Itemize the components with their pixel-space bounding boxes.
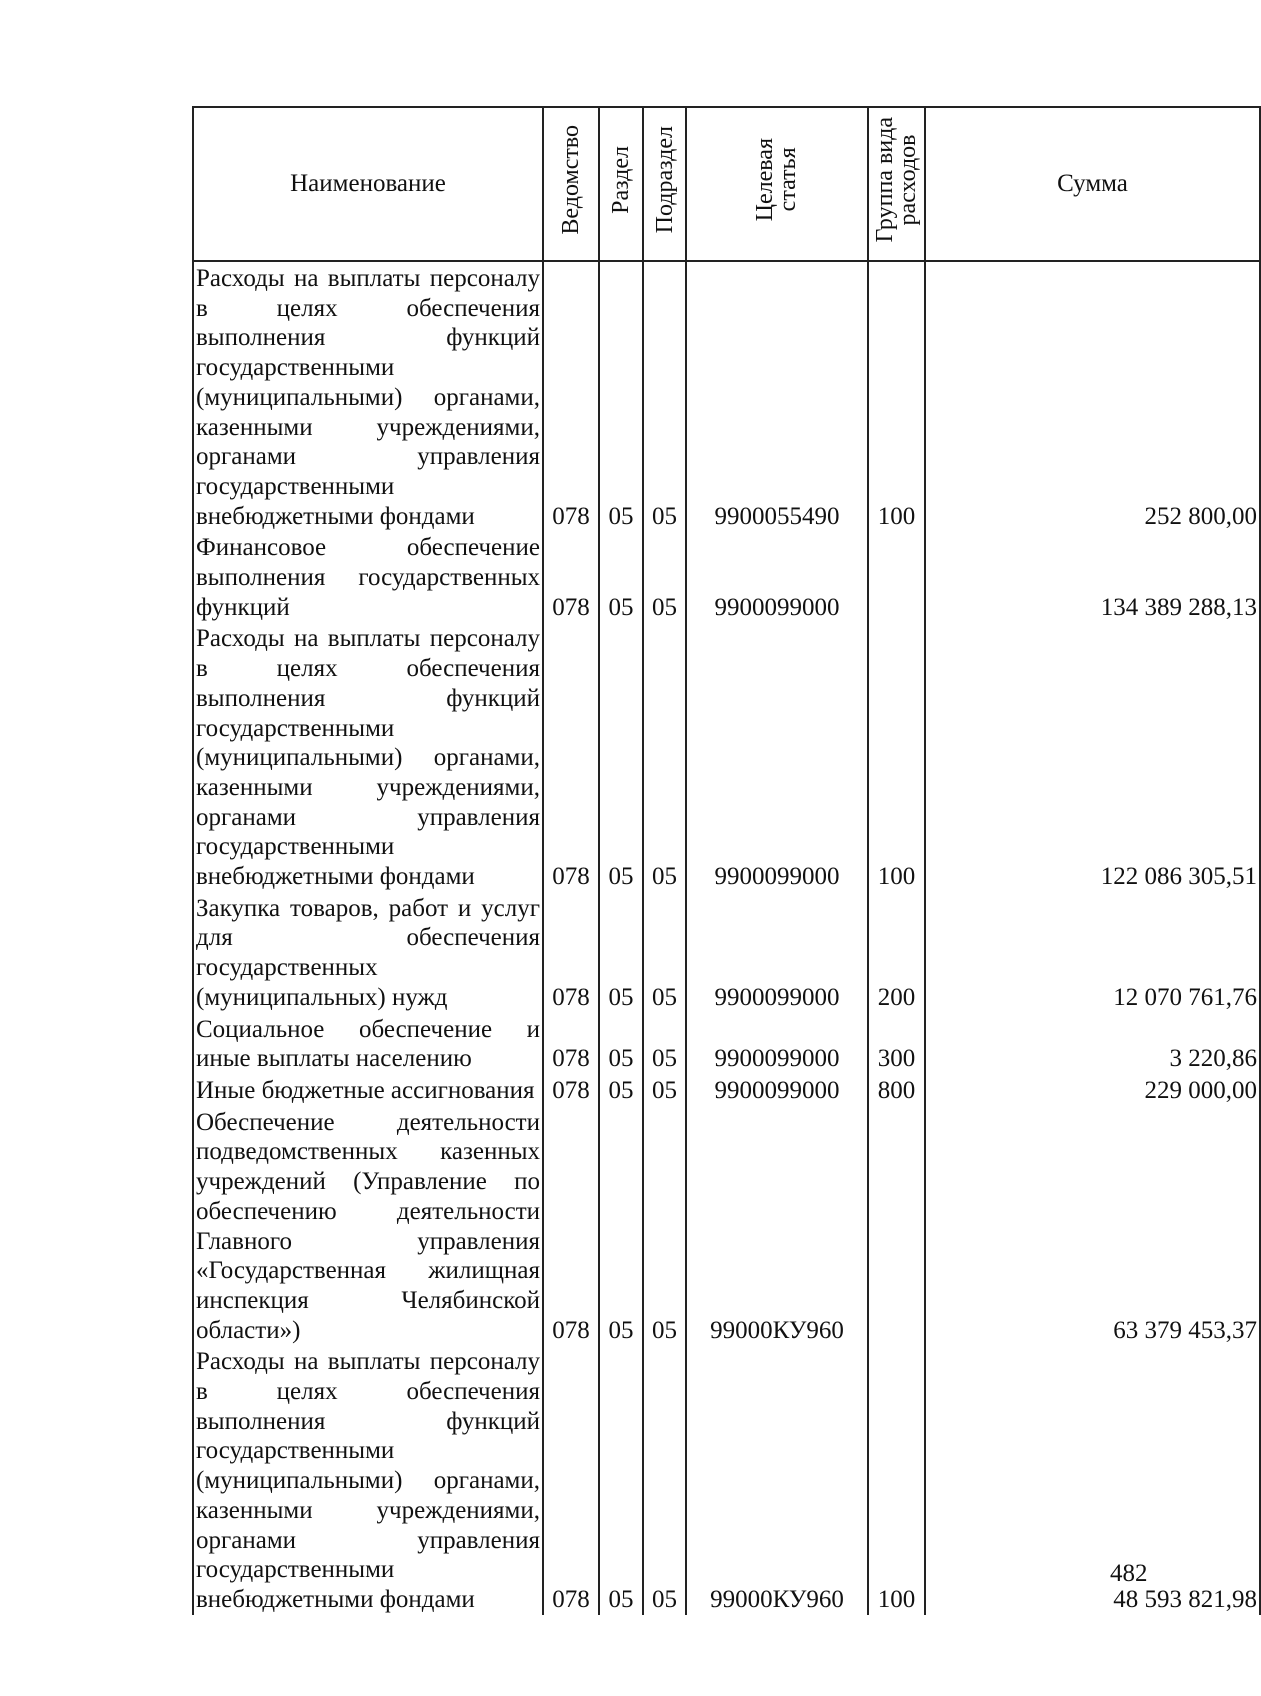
row-name: Расходы на выплаты персоналу в целях обеспечения выполнения функций государственными (муниципальными) органами, казенными учреждениями, органами управления государственными внебюджетными фондами bbox=[193, 261, 543, 531]
row-target: 9900099000 bbox=[686, 1013, 868, 1074]
row-group: 300 bbox=[868, 1013, 925, 1074]
row-subsection: 05 bbox=[643, 1345, 686, 1614]
row-department: 078 bbox=[543, 1345, 599, 1614]
row-department: 078 bbox=[543, 892, 599, 1013]
row-amount: 229 000,00 bbox=[925, 1074, 1260, 1106]
row-subsection: 05 bbox=[643, 1013, 686, 1074]
row-group: 800 bbox=[868, 1074, 925, 1106]
row-subsection: 05 bbox=[643, 892, 686, 1013]
table-body bbox=[193, 261, 1260, 1615]
row-department: 078 bbox=[543, 531, 599, 622]
row-group: 100 bbox=[868, 261, 925, 531]
row-subsection: 05 bbox=[643, 1074, 686, 1106]
row-name: Финансовое обеспечение выполнения государственных функций bbox=[193, 531, 543, 622]
table-row bbox=[193, 531, 1260, 622]
row-name: Расходы на выплаты персоналу в целях обеспечения выполнения функций государственными (муниципальными) органами, казенными учреждениями, органами управления государственными внебюджетными фондами bbox=[193, 622, 543, 891]
row-subsection: 05 bbox=[643, 531, 686, 622]
table-row bbox=[193, 1013, 1260, 1074]
table-row bbox=[193, 1345, 1260, 1614]
row-department: 078 bbox=[543, 1106, 599, 1346]
header-amount: Сумма bbox=[925, 107, 1260, 261]
row-section: 05 bbox=[599, 622, 643, 891]
row-target: 99000КУ960 bbox=[686, 1106, 868, 1346]
row-target: 99000КУ960 bbox=[686, 1345, 868, 1614]
row-name: Иные бюджетные ассигнования bbox=[193, 1074, 543, 1106]
row-name: Обеспечение деятельности подведомственных казенных учреждений (Управление по обеспечению деятельности Главного управления «Государственная жилищная инспекция Челябинской области») bbox=[193, 1106, 543, 1346]
row-section: 05 bbox=[599, 531, 643, 622]
row-department: 078 bbox=[543, 1013, 599, 1074]
header-department: Ведомство bbox=[543, 107, 599, 261]
row-group: 100 bbox=[868, 1345, 925, 1614]
row-target: 9900099000 bbox=[686, 622, 868, 891]
row-amount: 252 800,00 bbox=[925, 261, 1260, 531]
table-row bbox=[193, 622, 1260, 891]
header-name: Наименование bbox=[193, 107, 543, 261]
row-target: 9900099000 bbox=[686, 1074, 868, 1106]
row-section: 05 bbox=[599, 1106, 643, 1346]
row-group bbox=[868, 1106, 925, 1346]
row-group: 100 bbox=[868, 622, 925, 891]
row-target: 9900099000 bbox=[686, 892, 868, 1013]
row-department: 078 bbox=[543, 622, 599, 891]
row-amount: 3 220,86 bbox=[925, 1013, 1260, 1074]
row-amount: 48 593 821,98 bbox=[925, 1345, 1260, 1614]
row-department: 078 bbox=[543, 261, 599, 531]
row-section: 05 bbox=[599, 261, 643, 531]
header-section: Раздел bbox=[599, 107, 643, 261]
header-subsection: Подраздел bbox=[643, 107, 686, 261]
row-name: Расходы на выплаты персоналу в целях обеспечения выполнения функций государственными (муниципальными) органами, казенными учреждениями, органами управления государственными внебюджетными фондами bbox=[193, 1345, 543, 1614]
table-row bbox=[193, 892, 1260, 1013]
row-subsection: 05 bbox=[643, 622, 686, 891]
page-number: 482 bbox=[1110, 1560, 1148, 1587]
table-header bbox=[193, 107, 1260, 261]
row-section: 05 bbox=[599, 1074, 643, 1106]
row-group: 200 bbox=[868, 892, 925, 1013]
budget-table bbox=[192, 106, 1261, 1615]
row-name: Закупка товаров, работ и услуг для обеспечения государственных (муниципальных) нужд bbox=[193, 892, 543, 1013]
row-amount: 134 389 288,13 bbox=[925, 531, 1260, 622]
table-row bbox=[193, 1106, 1260, 1346]
table-row bbox=[193, 261, 1260, 531]
row-amount: 63 379 453,37 bbox=[925, 1106, 1260, 1346]
row-section: 05 bbox=[599, 1013, 643, 1074]
row-subsection: 05 bbox=[643, 1106, 686, 1346]
table-row bbox=[193, 1074, 1260, 1106]
row-target: 9900099000 bbox=[686, 531, 868, 622]
row-name: Социальное обеспечение и иные выплаты населению bbox=[193, 1013, 543, 1074]
row-amount: 12 070 761,76 bbox=[925, 892, 1260, 1013]
row-target: 9900055490 bbox=[686, 261, 868, 531]
row-group bbox=[868, 531, 925, 622]
header-row bbox=[193, 107, 1260, 261]
row-section: 05 bbox=[599, 892, 643, 1013]
header-target-article: Целевая статья bbox=[686, 107, 868, 261]
row-subsection: 05 bbox=[643, 261, 686, 531]
row-amount: 122 086 305,51 bbox=[925, 622, 1260, 891]
header-expense-group: Группа вида расходов bbox=[868, 107, 925, 261]
row-department: 078 bbox=[543, 1074, 599, 1106]
row-section: 05 bbox=[599, 1345, 643, 1614]
